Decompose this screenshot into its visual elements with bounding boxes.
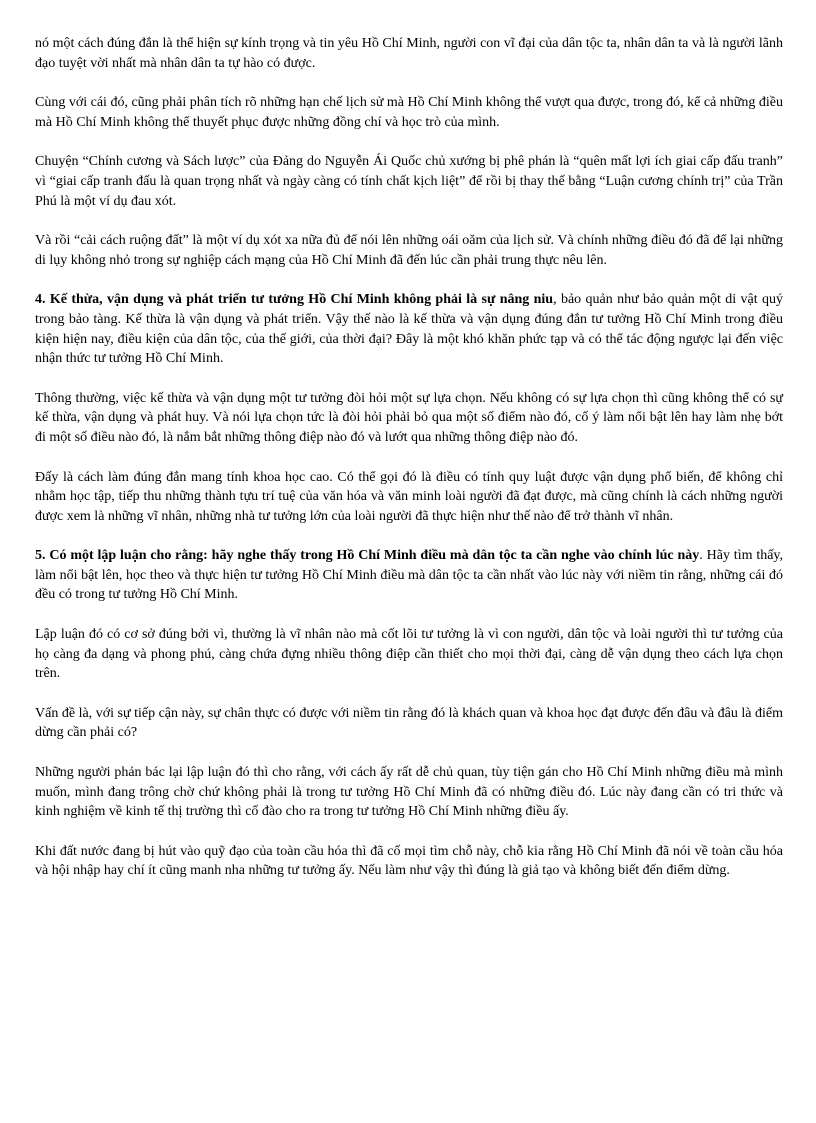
- paragraph-continuation: nó một cách đúng đắn là thể hiện sự kính trọng và tin yêu Hồ Chí Minh, người con vĩ đại của dân tộc ta, nhân dân ta và là người lãnh đạo tuyệt vời nhất mà nhân dân ta tự hào có được.: [35, 36, 783, 71]
- paragraph-land-reform: Và rồi “cải cách ruộng đất” là một ví dụ xót xa nữa đủ để nói lên những oái oăm của lịch sử. Và chính những điều đó đã để lại những di lụy không nhỏ trong sự nghiệp cách mạng của Hồ Chí Minh đã đến lúc cần phải trung thực nêu lên.: [35, 233, 783, 268]
- paragraph-section-5: [35, 546, 783, 605]
- paragraph-counter-argument: Những người phản bác lại lập luận đó thì cho rằng, với cách ấy rất dễ chủ quan, tùy tiện gán cho Hồ Chí Minh những điều mà mình muốn, mình đang trông chờ chứ không phải là trong tư tưởng Hồ Chí Minh đã có những điều đó. Lúc này đang cần có tri thức và kinh nghiệm về kinh tế thị trường thì cố đào cho ra trong tư tưởng Hồ Chí Minh những điều ấy.: [35, 765, 783, 820]
- paragraph-section-4: [35, 290, 783, 368]
- document-page: [35, 34, 783, 901]
- paragraph-globalization: Khi đất nước đang bị hút vào quỹ đạo của toàn cầu hóa thì đã cố mọi tìm chỗ này, chỗ kia rằng Hồ Chí Minh đã nói về toàn cầu hóa và hội nhập hay chí ít cũng manh nha những tư tưởng ấy. Nếu làm như vậy thì đúng là giả tạo và không biết đến điểm dừng.: [35, 843, 783, 879]
- paragraph-scientific-method: Đấy là cách làm đúng đắn mang tính khoa học cao. Có thể gọi đó là điều có tính quy luật được vận dụng phổ biến, để không chỉ nhằm học tập, tiếp thu những thành tựu trí tuệ của văn hóa và văn minh loài người đã đạt được, mà cũng chính là cách những người được xem là những vĩ nhân, những nhà tư tưởng lớn của loài người đã thực hiện như thế nào để trở thành vĩ nhân.: [35, 469, 783, 524]
- section-4-number: 4.: [35, 292, 46, 308]
- section-5-heading: Có một lập luận cho rằng: hãy nghe thấy trong Hồ Chí Minh điều mà dân tộc ta cần nghe vào chính lúc này: [49, 548, 700, 564]
- section-4-heading: Kế thừa, vận dụng và phát triển tư tưởng Hồ Chí Minh không phải là sự nâng niu: [49, 292, 554, 308]
- section-4-body: , bảo quản như bảo quản một di vật quý trong bảo tàng. Kế thừa là vận dụng và phát triển. Vậy thế nào là kế thừa và vận dụng đúng đắn tư tưởng Hồ Chí Minh trong điều kiện hiện nay, điều kiện của dân tộc, của thế giới, của thời đại? Đây là một khó khăn phức tạp và có thể tác động ngược lại đến việc nhận thức tư tưởng Hồ Chí Minh.: [35, 292, 783, 367]
- section-5-body: . Hãy tìm thấy, làm nổi bật lên, học theo và thực hiện tư tưởng Hồ Chí Minh điều mà dân tộc ta cần nhất vào lúc này với niềm tin rằng, những cái đó đều có trong tư tưởng Hồ Chí Minh.: [35, 548, 784, 603]
- paragraph-argument-basis: Lập luận đó có cơ sở đúng bởi vì, thường là vĩ nhân nào mà cốt lõi tư tưởng là vì con người, dân tộc và loài người thì tư tưởng của họ càng đa dạng và phong phú, càng chứa đựng nhiều thông điệp cần thiết cho mọi thời đại, càng dễ vận dụng theo cách lựa chọn trên.: [35, 627, 783, 682]
- paragraph-limitations: Cùng với cái đó, cũng phải phân tích rõ những hạn chế lịch sử mà Hồ Chí Minh không thể vượt qua được, trong đó, kể cả những điều mà Hồ Chí Minh không thể thuyết phục được những đồng chí và học trò của mình.: [35, 95, 783, 130]
- paragraph-selection: Thông thường, việc kế thừa và vận dụng một tư tưởng đòi hỏi một sự lựa chọn. Nếu không có sự lựa chọn thì cũng không thể có sự kế thừa, vận dụng và phát huy. Và nói lựa chọn tức là đòi hỏi phải bỏ qua một số điểm nào đó, cố ý làm nổi bật lên hay làm nhẹ bớt đi một số điều nào đó, là nắm bắt những thông điệp nào đó và lướt qua những thông điệp nào đó.: [35, 390, 783, 445]
- paragraph-political-platform: Chuyện “Chính cương và Sách lược” của Đảng do Nguyễn Ái Quốc chủ xướng bị phê phán là “quên mất lợi ích giai cấp đấu tranh” vì “giai cấp tranh đấu là quan trọng nhất và ngày càng có tính chất kịch liệt” để rồi bị thay thế bằng “Luận cương chính trị” của Trần Phú là một ví dụ đau xót.: [35, 154, 783, 209]
- section-5-number: 5.: [35, 548, 46, 564]
- paragraph-the-issue: Vấn đề là, với sự tiếp cận này, sự chân thực có được với niềm tin rằng đó là khách quan và khoa học đạt được đến đâu và đâu là điểm dừng cần phải có?: [35, 705, 783, 741]
